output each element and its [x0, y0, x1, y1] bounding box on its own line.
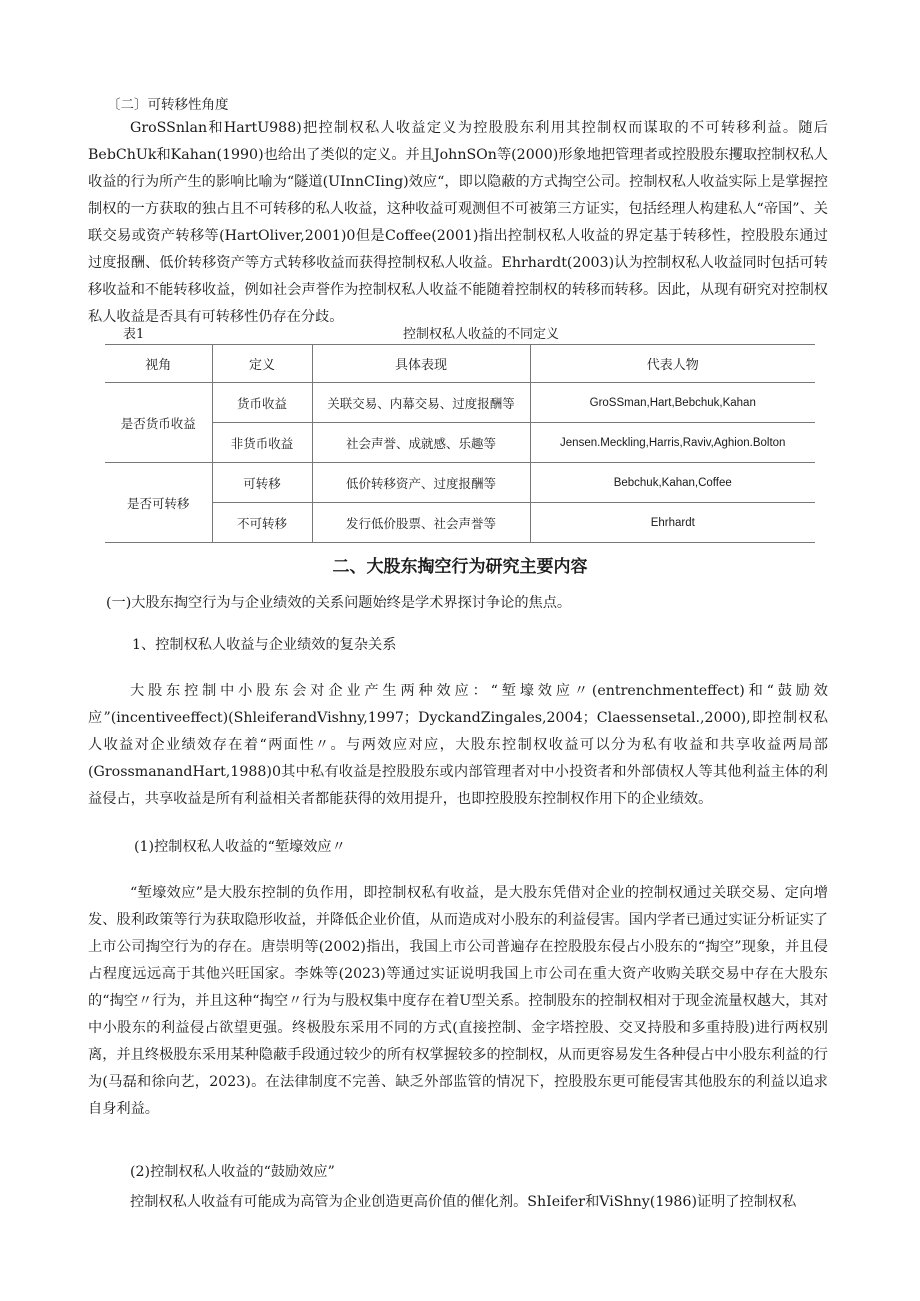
- table-title: 控制权私人收益的不同定义: [403, 327, 560, 342]
- subheading-complex-relationship: 1、控制权私人收益与企业绩效的复杂关系: [132, 637, 397, 653]
- manifestation-cell: 关联交易、内幕交易、过度报酬等: [312, 383, 530, 423]
- header-representatives: 代表人物: [530, 345, 815, 383]
- table-row: [105, 463, 815, 503]
- definition-cell: 可转移: [212, 463, 312, 503]
- perspective-cell: 是否货币收益: [105, 383, 212, 463]
- section-heading-transferability: 〔二〕可转移性角度: [107, 97, 229, 113]
- paragraph-entrenchment-effect: “堑壕效应”是大股东控制的负作用，即控制权私有收益，是大股东凭借对企业的控制权通过关联交易、定向增发、股利政策等行为获取隐形收益，并降低企业价值，从而造成对小股东的利益侵害。国内学者已通过实证分析证实了上市公司掏空行为的存在。唐崇明等(2002)指出，我国上市公司普遍存在控股股东侵占小股东的“掏空”现象，并且侵占程度远远高于其他兴旺国家。李姝等(2023)等通过实证说明我国上市公司在重大资产收购关联交易中存在大股东的“掏空〃行为，并且这种“掏空〃行为与股权集中度存在着U型关系。控制股东的控制权相对于现金流量权越大，其对中小股东的利益侵占欲望更强。终极股东采用不同的方式(直接控制、金字塔控股、交叉持股和多重持股)进行两权别离，并且终极股东采用某种隐蔽手段通过较少的所有权掌握较多的控制权，从而更容易发生各种侵占中小股东利益的行为(马磊和徐向艺，2023)。在法律制度不完善、缺乏外部监管的情况下，控股股东更可能侵害其他股东的利益以追求自身利益。: [88, 885, 828, 1117]
- paragraph-intro: (一)大股东掏空行为与企业绩效的关系问题始终是学术界探讨争论的焦点。: [106, 595, 572, 611]
- table-header-row: [105, 345, 815, 383]
- header-manifestation: 具体表现: [312, 345, 530, 383]
- header-definition: 定义: [212, 345, 312, 383]
- table-row: [105, 503, 815, 543]
- representatives-cell: Bebchuk,Kahan,Coffee: [530, 463, 815, 503]
- table-caption: [105, 323, 815, 343]
- header-perspective: 视角: [105, 345, 212, 383]
- manifestation-cell: 社会声誉、成就感、乐趣等: [312, 423, 530, 463]
- representatives-cell: Ehrhardt: [530, 503, 815, 543]
- representatives-cell: Jensen.Meckling,Harris,Raviv,Aghion.Bolton: [530, 423, 815, 463]
- definition-cell: 货币收益: [212, 383, 312, 423]
- representatives-cell: GroSSman,Hart,Bebchuk,Kahan: [530, 383, 815, 423]
- definitions-table: [105, 344, 815, 543]
- table-row: [105, 423, 815, 463]
- definition-cell: 非货币收益: [212, 423, 312, 463]
- definition-cell: 不可转移: [212, 503, 312, 543]
- subheading-incentive-effect: (2)控制权私人收益的“鼓励效应”: [130, 1164, 335, 1180]
- manifestation-cell: 低价转移资产、过度报酬等: [312, 463, 530, 503]
- subheading-entrenchment-effect: (1)控制权私人收益的“堑壕效应〃: [134, 839, 346, 855]
- paragraph-incentive-effect: 控制权私人收益有可能成为高管为企业创造更高价值的催化剂。ShIeifer和ViShny(1986)证明了控制权私: [130, 1194, 797, 1210]
- perspective-cell: 是否可转移: [105, 463, 212, 543]
- paragraph-transferability: GroSSnlan和HartU988)把控制权私人收益定义为控股股东利用其控制权而谋取的不可转移利益。随后BebChUk和Kahan(1990)也给出了类似的定义。并且JohnSOn等(2000)形象地把管理者或控股股东攫取控制权私人收益的行为所产生的影响比喻为“隧道(UInnCIing)效应“，即以隐蔽的方式掏空公司。控制权私人收益实际上是掌握控制权的一方获取的独占且不可转移的私人收益，这种收益可观测但不可被第三方证实，包括经理人构建私人“帝国”、关联交易或资产转移等(HartOliver,2001)0但是Coffee(2001)指出控制权私人收益的界定基于转移性，控股股东通过过度报酬、低价转移资产等方式转移收益而获得控制权私人收益。Ehrhardt(2003)认为控制权私人收益同时包括可转移收益和不能转移收益，例如社会声誉作为控制权私人收益不能随着控制权的转移而转移。因此，从现有研究对控制权私人收益是否具有可转移性仍存在分歧。: [88, 120, 828, 325]
- table-row: [105, 383, 815, 423]
- paragraph-two-effects: 大股东控制中小股东会对企业产生两种效应：“堑壕效应〃(entrenchmenteffect)和“鼓励效应”(incentiveeffect)(ShleiferandVishny,1997；DyckandZingales,2004；Claessensetal.,2000),即控制权私人收益对企业绩效存在着“两面性〃。与两效应对应，大股东控制权收益可以分为私有收益和共享收益两局部(GrossmanandHart,1988)0其中私有收益是控股股东或内部管理者对中小投资者和外部债权人等其他利益主体的利益侵占，共享收益是所有利益相关者都能获得的效用提升，也即控股股东控制权作用下的企业绩效。: [88, 683, 828, 807]
- section-heading-main-content: 二、大股东掏空行为研究主要内容: [332, 557, 588, 577]
- manifestation-cell: 发行低价股票、社会声誉等: [312, 503, 530, 543]
- table-number: 表1: [123, 327, 145, 342]
